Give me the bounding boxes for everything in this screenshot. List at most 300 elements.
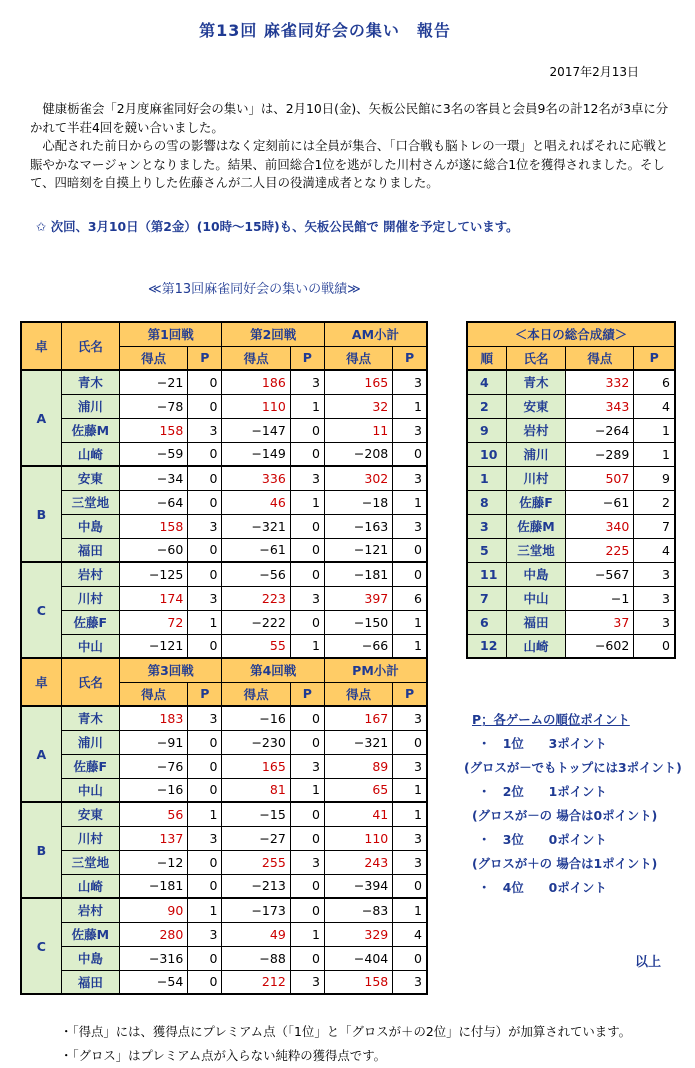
point-cell: 3 — [290, 754, 324, 778]
point-cell: 0 — [188, 394, 222, 418]
rank-cell: 5 — [467, 538, 506, 562]
point-cell: 2 — [634, 490, 675, 514]
score-cell: 243 — [324, 850, 392, 874]
score-cell: 158 — [324, 970, 392, 994]
score-cell: −125 — [119, 562, 187, 586]
points-legend — [464, 708, 682, 900]
score-header: 得点 — [119, 346, 187, 370]
point-cell: 0 — [188, 754, 222, 778]
table-row — [467, 586, 675, 610]
point-cell: 0 — [188, 946, 222, 970]
score-cell: −602 — [566, 634, 634, 658]
game-header: 第2回戦 — [222, 322, 324, 346]
point-header: P — [393, 346, 427, 370]
player-name: 浦川 — [61, 394, 119, 418]
point-cell: 6 — [393, 586, 427, 610]
score-cell: 167 — [324, 706, 392, 730]
point-cell: 0 — [188, 778, 222, 802]
point-cell: 0 — [393, 874, 427, 898]
table-row — [21, 466, 427, 490]
table-row — [467, 418, 675, 442]
score-cell: 165 — [222, 754, 290, 778]
table-letter: B — [21, 802, 61, 898]
legend-line: (グロスが－でもトップには3ポイント) — [464, 760, 682, 775]
score-cell: −121 — [324, 538, 392, 562]
table-row — [21, 370, 427, 394]
score-cell: −56 — [222, 562, 290, 586]
score-cell: 255 — [222, 850, 290, 874]
player-name: 佐藤F — [61, 754, 119, 778]
score-cell: 158 — [119, 514, 187, 538]
footnote: ・「グロス」はプレミアム点が入らない純粋の獲得点です。 — [60, 1048, 386, 1063]
score-cell: −213 — [222, 874, 290, 898]
player-name: 浦川 — [61, 730, 119, 754]
score-header: 得点 — [119, 682, 187, 706]
table-row — [467, 634, 675, 658]
point-cell: 3 — [290, 850, 324, 874]
score-cell: 110 — [324, 826, 392, 850]
player-name: 川村 — [61, 826, 119, 850]
footnotes — [60, 1020, 631, 1068]
legend-line: ・ 1位 3ポイント — [478, 736, 607, 751]
rank-cell: 7 — [467, 586, 506, 610]
point-cell: 0 — [393, 946, 427, 970]
legend-line: ・ 3位 0ポイント — [478, 832, 607, 847]
player-name: 川村 — [61, 586, 119, 610]
closing-mark: 以上 — [635, 955, 662, 970]
score-cell: −61 — [222, 538, 290, 562]
point-cell: 1 — [393, 394, 427, 418]
am-results-table — [20, 321, 428, 659]
score-cell: −121 — [119, 634, 187, 658]
score-cell: −12 — [119, 850, 187, 874]
score-cell: −181 — [324, 562, 392, 586]
game-header: 第1回戦 — [119, 322, 221, 346]
score-cell: 37 — [566, 610, 634, 634]
pm-results-table — [20, 657, 428, 995]
point-cell: 1 — [393, 610, 427, 634]
player-name: 岩村 — [61, 898, 119, 922]
point-cell: 3 — [393, 514, 427, 538]
table-row — [467, 514, 675, 538]
point-cell: 1 — [634, 442, 675, 466]
score-cell: −147 — [222, 418, 290, 442]
player-name: 福田 — [61, 970, 119, 994]
player-name: 三堂地 — [506, 538, 566, 562]
score-header: 得点 — [324, 682, 392, 706]
score-cell: −78 — [119, 394, 187, 418]
paragraph: 心配された前日からの雪の影響はなく定刻前には全員が集合、「口合戦も脳トレの一環」と唱えればそれに応戦と賑やかなマージャンとなりました。結果、前回総合1位を逃がした川村さんが遂に総合1位を獲得されました。そして、四暗刻を自摸上りした佐藤さんが二人目の役満達成者となりました。 — [30, 138, 669, 190]
table-row — [21, 970, 427, 994]
score-cell: −149 — [222, 442, 290, 466]
score-cell: −181 — [119, 874, 187, 898]
point-cell: 0 — [188, 370, 222, 394]
player-name: 安東 — [61, 802, 119, 826]
game-header: 第3回戦 — [119, 658, 221, 682]
score-cell: −394 — [324, 874, 392, 898]
point-cell: 0 — [290, 442, 324, 466]
point-cell: 1 — [290, 394, 324, 418]
point-header: P — [188, 346, 222, 370]
table-row — [21, 634, 427, 658]
score-cell: 158 — [119, 418, 187, 442]
score-header: 得点 — [222, 682, 290, 706]
score-header: 得点 — [324, 346, 392, 370]
score-cell: −230 — [222, 730, 290, 754]
player-name: 佐藤F — [61, 610, 119, 634]
point-cell: 3 — [393, 466, 427, 490]
point-cell: 0 — [290, 730, 324, 754]
score-cell: 46 — [222, 490, 290, 514]
score-cell: −18 — [324, 490, 392, 514]
point-cell: 0 — [290, 946, 324, 970]
player-name: 岩村 — [506, 418, 566, 442]
score-cell: −173 — [222, 898, 290, 922]
score-cell: −289 — [566, 442, 634, 466]
point-cell: 4 — [393, 922, 427, 946]
paragraph: 健康栃雀会「2月度麻雀同好会の集い」は、2月10日(金)、矢板公民館に3名の客員と会員9名の計12名が3卓に分かれて半荘4回を競い合いました。 — [30, 101, 669, 135]
name-header: 氏名 — [61, 658, 119, 706]
player-name: 福田 — [506, 610, 566, 634]
record-title: ≪第13回麻雀同好会の集いの戦績≫ — [148, 282, 361, 297]
player-name: 中島 — [506, 562, 566, 586]
score-cell: 336 — [222, 466, 290, 490]
overall-results-table — [466, 321, 676, 659]
table-row — [21, 922, 427, 946]
score-cell: −21 — [119, 370, 187, 394]
point-cell: 0 — [393, 562, 427, 586]
rank-cell: 3 — [467, 514, 506, 538]
score-cell: 110 — [222, 394, 290, 418]
name-header: 氏名 — [506, 346, 566, 370]
score-cell: 340 — [566, 514, 634, 538]
point-cell: 3 — [634, 562, 675, 586]
table-row — [467, 538, 675, 562]
player-name: 川村 — [506, 466, 566, 490]
point-header: P — [393, 682, 427, 706]
table-row — [21, 394, 427, 418]
next-meeting-notice: ✩ 次回、3月10日（第2金）(10時～15時)も、矢板公民館で 開催を予定しています。 — [36, 219, 519, 234]
score-cell: −16 — [119, 778, 187, 802]
legend-line: ・ 2位 1ポイント — [478, 784, 607, 799]
table-header: 卓 — [21, 658, 61, 706]
point-cell: 3 — [393, 850, 427, 874]
rank-cell: 2 — [467, 394, 506, 418]
point-cell: 4 — [634, 538, 675, 562]
score-cell: −567 — [566, 562, 634, 586]
score-cell: 137 — [119, 826, 187, 850]
page-title: 第13回 麻雀同好会の集い 報告 — [199, 21, 451, 40]
score-cell: −83 — [324, 898, 392, 922]
score-cell: 507 — [566, 466, 634, 490]
legend-line: ・ 4位 0ポイント — [478, 880, 607, 895]
point-cell: 1 — [393, 490, 427, 514]
score-cell: 72 — [119, 610, 187, 634]
point-cell: 0 — [393, 442, 427, 466]
score-cell: −264 — [566, 418, 634, 442]
player-name: 中山 — [61, 634, 119, 658]
score-cell: 329 — [324, 922, 392, 946]
point-cell: 1 — [188, 898, 222, 922]
legend-line: (グロスが－の 場合は0ポイント) — [472, 808, 658, 823]
player-name: 岩村 — [61, 562, 119, 586]
point-cell: 3 — [393, 370, 427, 394]
table-letter: B — [21, 466, 61, 562]
player-name: 安東 — [61, 466, 119, 490]
point-cell: 4 — [634, 394, 675, 418]
point-cell: 0 — [290, 610, 324, 634]
score-cell: 32 — [324, 394, 392, 418]
rank-cell: 6 — [467, 610, 506, 634]
point-cell: 0 — [188, 442, 222, 466]
table-letter: C — [21, 898, 61, 994]
score-cell: −88 — [222, 946, 290, 970]
point-cell: 3 — [290, 586, 324, 610]
rank-cell: 12 — [467, 634, 506, 658]
table-row — [467, 394, 675, 418]
table-row — [467, 490, 675, 514]
score-cell: −76 — [119, 754, 187, 778]
point-cell: 0 — [290, 826, 324, 850]
table-letter: C — [21, 562, 61, 658]
point-cell: 0 — [290, 418, 324, 442]
score-cell: 49 — [222, 922, 290, 946]
point-cell: 3 — [188, 586, 222, 610]
point-cell: 1 — [290, 922, 324, 946]
point-cell: 1 — [290, 490, 324, 514]
table-row — [21, 778, 427, 802]
point-cell: 1 — [393, 634, 427, 658]
score-cell: −91 — [119, 730, 187, 754]
point-cell: 0 — [188, 466, 222, 490]
rank-cell: 9 — [467, 418, 506, 442]
table-row — [21, 826, 427, 850]
table-row — [21, 802, 427, 826]
point-cell: 3 — [634, 610, 675, 634]
player-name: 山崎 — [61, 442, 119, 466]
table-row — [467, 610, 675, 634]
player-name: 青木 — [61, 370, 119, 394]
point-cell: 6 — [634, 370, 675, 394]
point-cell: 0 — [188, 634, 222, 658]
point-cell: 0 — [188, 850, 222, 874]
point-cell: 3 — [290, 370, 324, 394]
table-row — [21, 730, 427, 754]
point-cell: 1 — [188, 802, 222, 826]
player-name: 佐藤M — [61, 418, 119, 442]
report-body — [30, 100, 670, 193]
score-header: 得点 — [566, 346, 634, 370]
score-cell: 41 — [324, 802, 392, 826]
legend-heading: P；各ゲームの順位ポイント — [472, 712, 630, 727]
table-letter: A — [21, 370, 61, 466]
table-row — [21, 514, 427, 538]
point-cell: 0 — [188, 970, 222, 994]
overall-title: ＜本日の総合成績＞ — [467, 322, 675, 346]
score-cell: 55 — [222, 634, 290, 658]
point-cell: 3 — [393, 754, 427, 778]
table-row — [21, 562, 427, 586]
score-cell: −321 — [324, 730, 392, 754]
score-cell: −321 — [222, 514, 290, 538]
score-cell: 186 — [222, 370, 290, 394]
name-header: 氏名 — [61, 322, 119, 370]
score-cell: 280 — [119, 922, 187, 946]
point-cell: 9 — [634, 466, 675, 490]
point-header: P — [188, 682, 222, 706]
score-cell: 81 — [222, 778, 290, 802]
point-cell: 0 — [290, 802, 324, 826]
point-cell: 3 — [393, 706, 427, 730]
game-header: 第4回戦 — [222, 658, 324, 682]
report-date: 2017年2月13日 — [549, 65, 639, 79]
score-cell: 212 — [222, 970, 290, 994]
score-cell: 90 — [119, 898, 187, 922]
point-cell: 1 — [290, 634, 324, 658]
table-row — [467, 370, 675, 394]
score-cell: 223 — [222, 586, 290, 610]
score-cell: 343 — [566, 394, 634, 418]
score-cell: −60 — [119, 538, 187, 562]
point-cell: 0 — [290, 874, 324, 898]
player-name: 青木 — [506, 370, 566, 394]
score-cell: −316 — [119, 946, 187, 970]
table-row — [21, 610, 427, 634]
point-cell: 0 — [290, 562, 324, 586]
score-cell: −15 — [222, 802, 290, 826]
rank-header: 順 — [467, 346, 506, 370]
table-row — [21, 850, 427, 874]
footnote: ・「得点」には、獲得点にプレミアム点（「1位」と「グロスが＋の2位」に付与）が加算されています。 — [60, 1024, 631, 1039]
score-cell: −66 — [324, 634, 392, 658]
point-cell: 3 — [188, 418, 222, 442]
point-cell: 0 — [188, 562, 222, 586]
table-header: 卓 — [21, 322, 61, 370]
point-cell: 0 — [634, 634, 675, 658]
score-cell: −54 — [119, 970, 187, 994]
player-name: 青木 — [61, 706, 119, 730]
score-cell: 11 — [324, 418, 392, 442]
player-name: 山崎 — [506, 634, 566, 658]
table-row — [21, 754, 427, 778]
point-cell: 0 — [290, 514, 324, 538]
point-cell: 3 — [393, 970, 427, 994]
point-cell: 0 — [290, 898, 324, 922]
point-cell: 3 — [290, 970, 324, 994]
score-cell: −27 — [222, 826, 290, 850]
player-name: 福田 — [61, 538, 119, 562]
player-name: 安東 — [506, 394, 566, 418]
point-cell: 0 — [188, 874, 222, 898]
point-cell: 1 — [393, 898, 427, 922]
point-cell: 3 — [188, 922, 222, 946]
point-cell: 0 — [393, 730, 427, 754]
player-name: 佐藤M — [506, 514, 566, 538]
score-cell: 397 — [324, 586, 392, 610]
table-row — [21, 706, 427, 730]
score-cell: 165 — [324, 370, 392, 394]
point-cell: 1 — [290, 778, 324, 802]
point-cell: 1 — [188, 610, 222, 634]
score-cell: 89 — [324, 754, 392, 778]
point-cell: 0 — [188, 538, 222, 562]
point-cell: 3 — [188, 826, 222, 850]
point-cell: 0 — [188, 730, 222, 754]
table-row — [21, 490, 427, 514]
score-cell: 225 — [566, 538, 634, 562]
rank-cell: 1 — [467, 466, 506, 490]
legend-line: (グロスが＋の 場合は1ポイント) — [472, 856, 658, 871]
point-cell: 0 — [290, 538, 324, 562]
score-header: 得点 — [222, 346, 290, 370]
player-name: 三堂地 — [61, 850, 119, 874]
player-name: 山崎 — [61, 874, 119, 898]
table-letter: A — [21, 706, 61, 802]
point-cell: 0 — [290, 706, 324, 730]
point-cell: 1 — [634, 418, 675, 442]
score-cell: −59 — [119, 442, 187, 466]
player-name: 中山 — [506, 586, 566, 610]
table-row — [467, 466, 675, 490]
score-cell: −1 — [566, 586, 634, 610]
game-header: AM小計 — [324, 322, 427, 346]
point-cell: 3 — [188, 706, 222, 730]
table-row — [467, 562, 675, 586]
rank-cell: 10 — [467, 442, 506, 466]
table-row — [21, 586, 427, 610]
player-name: 浦川 — [506, 442, 566, 466]
point-header: P — [290, 346, 324, 370]
table-row — [21, 418, 427, 442]
point-cell: 3 — [393, 418, 427, 442]
score-cell: −208 — [324, 442, 392, 466]
score-cell: 302 — [324, 466, 392, 490]
point-cell: 1 — [393, 802, 427, 826]
point-cell: 0 — [393, 538, 427, 562]
point-cell: 1 — [393, 778, 427, 802]
score-cell: 56 — [119, 802, 187, 826]
player-name: 三堂地 — [61, 490, 119, 514]
score-cell: −163 — [324, 514, 392, 538]
table-row — [21, 538, 427, 562]
rank-cell: 11 — [467, 562, 506, 586]
player-name: 佐藤M — [61, 922, 119, 946]
player-name: 佐藤F — [506, 490, 566, 514]
point-cell: 3 — [634, 586, 675, 610]
rank-cell: 8 — [467, 490, 506, 514]
point-header: P — [290, 682, 324, 706]
score-cell: 65 — [324, 778, 392, 802]
score-cell: 332 — [566, 370, 634, 394]
point-cell: 7 — [634, 514, 675, 538]
point-cell: 3 — [188, 514, 222, 538]
score-cell: −34 — [119, 466, 187, 490]
point-cell: 3 — [290, 466, 324, 490]
table-row — [467, 442, 675, 466]
score-cell: −16 — [222, 706, 290, 730]
player-name: 中島 — [61, 946, 119, 970]
score-cell: −404 — [324, 946, 392, 970]
point-header: P — [634, 346, 675, 370]
table-row — [21, 946, 427, 970]
score-cell: −222 — [222, 610, 290, 634]
table-row — [21, 898, 427, 922]
score-cell: 183 — [119, 706, 187, 730]
score-cell: −64 — [119, 490, 187, 514]
table-row — [21, 874, 427, 898]
table-row — [21, 442, 427, 466]
rank-cell: 4 — [467, 370, 506, 394]
